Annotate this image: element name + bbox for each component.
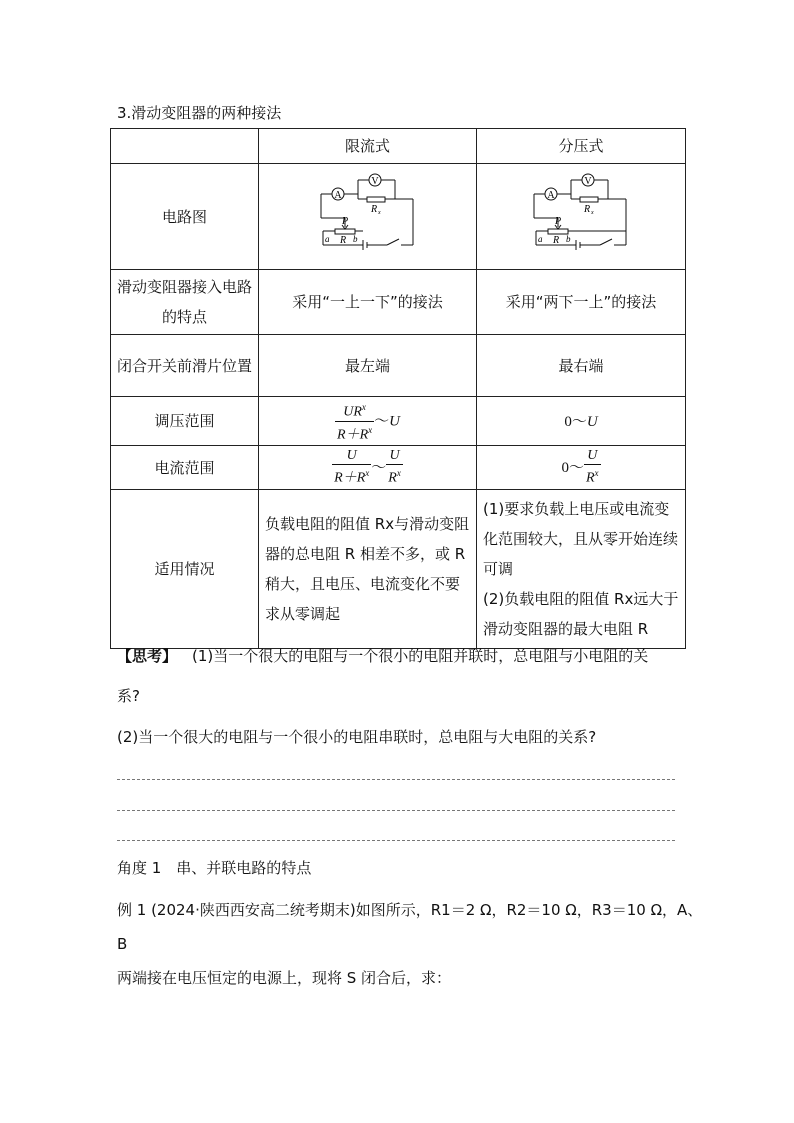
ammeter-label: A <box>333 189 342 201</box>
usage-xianliu: 负载电阻的阻值 Rx与滑动变阻器的总电阻 R 相差不多，或 R 稍大，且电压、电流变化不要求从零调起 <box>259 489 477 648</box>
current-fraction-fenya: $\frac{U}{R^x}$ <box>585 448 599 486</box>
position-xianliu: 最左端 <box>259 335 477 397</box>
think-question-1: 【思考】 (1)当一个很大的电阻与一个很小的电阻并联时，总电阻与小电阻的关 <box>117 647 649 665</box>
rx-sub: x <box>377 209 381 216</box>
voltage-fraction: $\frac{UR^x}{R+R^x}$ <box>337 402 373 443</box>
usage-fenya <box>477 489 686 648</box>
current-fraction-max: $\frac{U}{R^x}$ <box>388 448 401 486</box>
answer-line-1[interactable] <box>117 779 675 780</box>
answer-line-3[interactable] <box>117 840 675 841</box>
section-title: 角度 1 串、并联电路的特点 <box>117 859 312 877</box>
circuit-diagram-xianliu <box>259 164 477 270</box>
table-header-row <box>111 129 686 164</box>
usage-fenya-item-1: (1)要求负载上电压或电流变化范围较大，且从零开始连续可调 <box>483 499 679 578</box>
voltage-range-xianliu: $\frac{UR^x}{R+R^x}$ ～U <box>259 397 477 446</box>
row-label-position: 闭合开关前滑片位置 <box>111 335 259 397</box>
table-row-feature <box>111 270 686 335</box>
end-b-label: b <box>352 233 357 244</box>
row-label-feature: 滑动变阻器接入电路的特点 <box>111 270 259 335</box>
circuit-diagram-fenya <box>477 164 686 270</box>
header-fenya: 分压式 <box>477 129 686 164</box>
feature-fenya: 采用“两下一上”的接法 <box>477 270 686 335</box>
slider-p-label: P <box>555 215 562 227</box>
row-label-usage: 适用情况 <box>111 489 259 648</box>
voltmeter-label: V <box>370 175 379 187</box>
end-a-label: a <box>538 233 543 244</box>
answer-line-2[interactable] <box>117 810 675 811</box>
end-a-label: a <box>324 233 329 244</box>
voltage-range-fenya: 0～U <box>477 397 686 446</box>
table-row-voltage <box>111 397 686 446</box>
r-label: R <box>339 234 346 246</box>
position-fenya: 最右端 <box>477 335 686 397</box>
row-label-circuit: 电路图 <box>111 164 259 270</box>
rx-sub: x <box>591 209 594 216</box>
ammeter-label: A <box>547 189 555 201</box>
current-limiting-circuit <box>313 170 423 254</box>
voltage-divider-circuit <box>526 170 636 254</box>
header-xianliu: 限流式 <box>259 129 477 164</box>
table-row-current <box>111 446 686 490</box>
example-line-1: 例 1 (2024·陕西西安高二统考期末)如图所示，R1＝2 Ω，R2＝10 Ω，R3＝10 Ω，A、B <box>117 901 703 953</box>
row-label-voltage: 调压范围 <box>111 397 259 446</box>
current-range-fenya: 0～ $\frac{U}{R^x}$ <box>477 446 686 490</box>
think-question-1-cont: 系? <box>117 687 140 705</box>
think-question-2: (2)当一个很大的电阻与一个很小的电阻串联时，总电阻与大电阻的关系? <box>117 728 597 746</box>
comparison-table <box>110 128 686 649</box>
current-fraction-min: $\frac{U}{R+R^x}$ <box>334 448 370 486</box>
think-tag: 【思考】 <box>117 647 178 665</box>
example-line-2: 两端接在电压恒定的电源上，现将 S 闭合后，求： <box>117 969 452 987</box>
end-b-label: b <box>566 233 571 244</box>
feature-xianliu: 采用“一上一下”的接法 <box>259 270 477 335</box>
rx-label: R <box>370 203 377 215</box>
current-range-xianliu: $\frac{U}{R+R^x}$ ～ $\frac{U}{R^x}$ <box>259 446 477 490</box>
row-label-current: 电流范围 <box>111 446 259 490</box>
usage-fenya-item-2: (2)负载电阻的阻值 Rx远大于滑动变阻器的最大电阻 R <box>483 589 679 638</box>
header-empty <box>111 129 259 164</box>
table-row-usage <box>111 489 686 648</box>
slider-p-label: P <box>341 215 348 227</box>
table-row-circuit <box>111 164 686 270</box>
page-heading: 3.滑动变阻器的两种接法 <box>117 104 282 122</box>
voltmeter-label: V <box>584 175 592 187</box>
table-row-position <box>111 335 686 397</box>
r-label: R <box>553 234 560 246</box>
rx-label: R <box>584 203 591 215</box>
example-1 <box>117 893 712 995</box>
